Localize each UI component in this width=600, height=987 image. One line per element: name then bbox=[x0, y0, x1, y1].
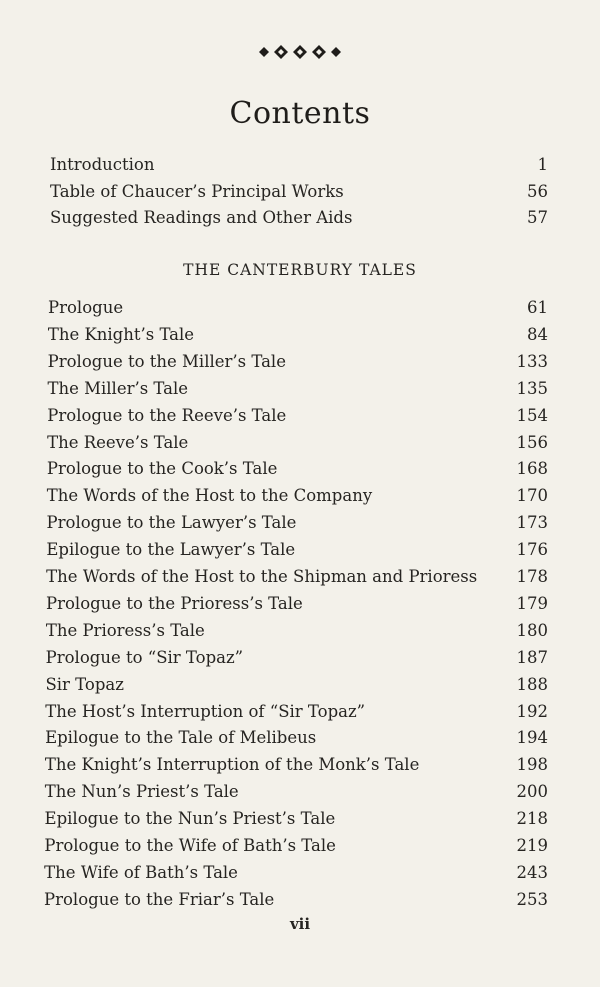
toc-entry-title: The Prioress’s Tale bbox=[45, 620, 205, 640]
toc-entry-title: The Knight’s Tale bbox=[47, 324, 195, 344]
toc-entry-title: The Words of the Host to the Company bbox=[46, 486, 373, 506]
toc-entry bbox=[0, 349, 600, 375]
toc-entry-title: Prologue to the Reeve’s Tale bbox=[47, 405, 287, 425]
toc-entry-title: The Nun’s Priest’s Tale bbox=[44, 782, 239, 802]
toc-entry-page: 179 bbox=[516, 593, 548, 613]
toc-entry-title: Introduction bbox=[50, 155, 155, 174]
toc-entry bbox=[0, 295, 600, 321]
toc-entry bbox=[0, 618, 600, 644]
toc-entry-page: 154 bbox=[516, 405, 548, 425]
toc-entry bbox=[0, 591, 600, 617]
toc-entry bbox=[0, 806, 600, 832]
toc-entry-page: 56 bbox=[527, 181, 548, 201]
toc-entry bbox=[0, 205, 600, 231]
page-title: Contents bbox=[229, 96, 371, 131]
toc-entry bbox=[0, 483, 600, 509]
toc-entry-page: 156 bbox=[516, 432, 548, 452]
toc-entry-page: 253 bbox=[516, 889, 548, 909]
toc-entry-title: The Wife of Bath’s Tale bbox=[44, 862, 238, 882]
toc-entry-page: 170 bbox=[516, 486, 548, 506]
toc-entry-title: Prologue to the Friar’s Tale bbox=[44, 889, 275, 909]
toc-entry bbox=[0, 403, 600, 429]
toc-entry bbox=[0, 152, 600, 178]
toc-entry-page: 243 bbox=[516, 862, 548, 882]
toc-entry-page: 135 bbox=[516, 378, 548, 398]
toc-entry bbox=[0, 752, 600, 778]
toc-entry-page: 194 bbox=[516, 728, 548, 748]
toc-entry-title: The Reeve’s Tale bbox=[47, 432, 189, 452]
toc-entry-title: The Knight’s Interruption of the Monk’s Tale bbox=[44, 755, 420, 775]
toc-entry bbox=[0, 672, 600, 698]
toc-entry-page: 187 bbox=[516, 647, 548, 667]
toc-entry bbox=[0, 833, 600, 859]
toc-entry bbox=[0, 699, 600, 725]
toc-entry bbox=[0, 376, 600, 402]
toc-entry-page: 173 bbox=[516, 513, 548, 533]
toc-entry-title: The Words of the Host to the Shipman and Prioress bbox=[46, 567, 478, 586]
toc-entry-title: Prologue to the Miller’s Tale bbox=[47, 351, 286, 371]
toc-entry-title: Prologue to the Prioress’s Tale bbox=[46, 593, 303, 613]
toc-entry-title: Epilogue to the Tale of Melibeus bbox=[45, 728, 317, 748]
toc-entry-title: Prologue to the Wife of Bath’s Tale bbox=[44, 836, 336, 855]
toc-entry-page: 219 bbox=[516, 836, 548, 855]
toc-entry-title: The Host’s Interruption of “Sir Topaz” bbox=[45, 701, 366, 721]
toc-entry bbox=[0, 564, 600, 590]
toc-entry bbox=[0, 456, 600, 482]
toc-entry-page: 84 bbox=[527, 324, 548, 344]
toc-entry-title: Prologue to the Lawyer’s Tale bbox=[46, 513, 297, 533]
toc-entry bbox=[0, 645, 600, 671]
toc-entry-page: 1 bbox=[537, 155, 548, 174]
ornament-icon bbox=[257, 41, 343, 63]
toc-entry bbox=[0, 537, 600, 563]
toc-entry-page: 198 bbox=[516, 755, 548, 775]
toc-entry bbox=[0, 779, 600, 805]
toc-entry-page: 188 bbox=[516, 674, 548, 694]
toc-entry bbox=[0, 322, 600, 348]
toc-entry-title: Table of Chaucer’s Principal Works bbox=[50, 181, 344, 201]
toc-entry-title: Epilogue to the Nun’s Priest’s Tale bbox=[44, 809, 336, 829]
toc-entry bbox=[0, 510, 600, 536]
toc-entry-page: 180 bbox=[516, 620, 548, 640]
toc-entry-page: 178 bbox=[516, 567, 548, 586]
toc-entry-page: 176 bbox=[516, 540, 548, 560]
toc-entry bbox=[0, 887, 600, 913]
toc-entry bbox=[0, 179, 600, 205]
toc-entry-title: Prologue to the Cook’s Tale bbox=[46, 459, 278, 479]
toc-entry-title: Prologue to “Sir Topaz” bbox=[45, 647, 244, 667]
section-heading: THE CANTERBURY TALES bbox=[183, 261, 417, 279]
toc-entry-title: Prologue bbox=[48, 298, 124, 317]
toc-entry-title: Epilogue to the Lawyer’s Tale bbox=[46, 540, 296, 560]
toc-entry-page: 168 bbox=[516, 459, 548, 479]
toc-entry-page: 192 bbox=[516, 701, 548, 721]
toc-entry bbox=[0, 430, 600, 456]
toc-entry-page: 218 bbox=[516, 809, 548, 829]
toc-entry-title: Sir Topaz bbox=[45, 674, 124, 694]
toc-entry-page: 200 bbox=[516, 782, 548, 802]
toc-entry bbox=[0, 725, 600, 751]
toc-entry-title: The Miller’s Tale bbox=[47, 378, 189, 398]
toc-entry-page: 57 bbox=[527, 208, 548, 227]
toc-entry-page: 61 bbox=[527, 298, 548, 317]
toc-entry-page: 133 bbox=[516, 351, 548, 371]
page-number: vii bbox=[289, 915, 311, 933]
toc-entry bbox=[0, 860, 600, 886]
toc-entry-title: Suggested Readings and Other Aids bbox=[50, 208, 353, 227]
